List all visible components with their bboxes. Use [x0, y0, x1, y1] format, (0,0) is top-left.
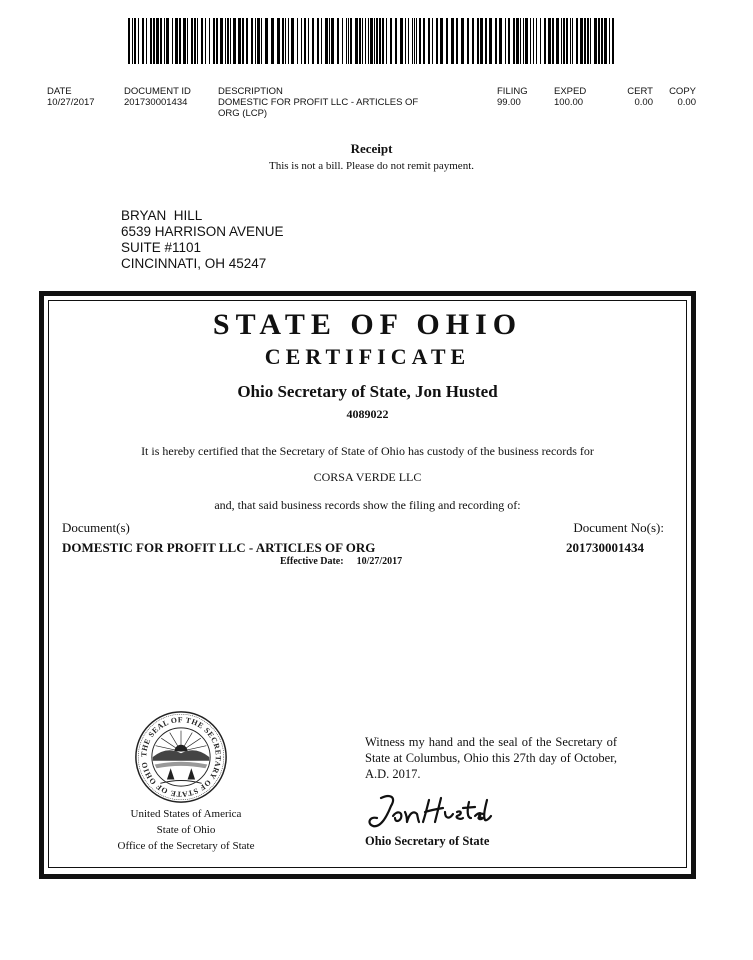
barcode-bar — [205, 18, 206, 64]
barcode-bar — [376, 18, 378, 64]
barcode-bar — [440, 18, 443, 64]
barcode-bar — [346, 18, 347, 64]
header-cert-value: 0.00 — [634, 97, 653, 108]
barcode-bar — [451, 18, 454, 64]
barcode-bar — [164, 18, 165, 64]
barcode-bar — [187, 18, 188, 64]
barcode-bar — [594, 18, 597, 64]
barcode-bar — [566, 18, 568, 64]
certificate-secretary-line: Ohio Secretary of State, Jon Husted — [237, 382, 498, 401]
barcode-bar — [156, 18, 159, 64]
effective-date-value: 10/27/2017 — [356, 556, 403, 567]
barcode-bar — [355, 18, 358, 64]
barcode-bar — [146, 18, 147, 64]
barcode-bar — [362, 18, 363, 64]
receipt-note: This is not a bill. Please do not remit payment. — [269, 160, 474, 172]
barcode-bar — [400, 18, 403, 64]
barcode-bar — [480, 18, 483, 64]
barcode-bar — [308, 18, 309, 64]
barcode-bar — [432, 18, 433, 64]
barcode-bar — [446, 18, 448, 64]
header-description-column — [218, 86, 418, 119]
barcode-bar — [495, 18, 497, 64]
barcode-bar — [288, 18, 289, 64]
barcode-bar — [277, 18, 280, 64]
barcode-bar — [544, 18, 546, 64]
handwritten-signature-icon — [363, 790, 493, 834]
barcode-bar — [456, 18, 458, 64]
barcode-bar — [233, 18, 236, 64]
barcode-bar — [590, 18, 591, 64]
barcode-bar — [230, 18, 231, 64]
barcode-bar — [386, 18, 387, 64]
state-seal-icon — [134, 710, 228, 804]
certificate-company-name: CORSA VERDE LLC — [313, 470, 422, 484]
header-description-label: DESCRIPTION — [218, 86, 283, 97]
document-number: 201730001434 — [566, 540, 644, 555]
barcode-bar — [201, 18, 203, 64]
barcode-bar — [414, 18, 415, 64]
barcode-bar — [331, 18, 334, 64]
barcode-bar — [508, 18, 510, 64]
barcode-bar — [412, 18, 413, 64]
header-copy-label: COPY — [669, 86, 696, 97]
barcode-bar — [561, 18, 562, 64]
barcode-bar — [225, 18, 226, 64]
certificate-charter-number: 4089022 — [346, 407, 389, 421]
barcode-bar — [516, 18, 519, 64]
document-description: DOMESTIC FOR PROFIT LLC - ARTICLES OF ORG — [62, 540, 376, 555]
address-name: BRYAN HILL — [121, 208, 203, 223]
header-date-column — [47, 86, 95, 108]
barcode-bar — [436, 18, 438, 64]
barcode-bar — [242, 18, 244, 64]
effective-date — [280, 556, 402, 567]
barcode-bar — [563, 18, 565, 64]
header-exped-column — [554, 86, 586, 108]
barcode-bar — [379, 18, 381, 64]
barcode-bar — [220, 18, 223, 64]
seal-caption-line2: State of Ohio — [156, 824, 216, 836]
certificate-certify-text: It is hereby certified that the Secretary of State of Ohio has custody of the business records for — [141, 444, 594, 458]
barcode-bar — [227, 18, 229, 64]
barcode-bar — [609, 18, 610, 64]
barcode-bar — [405, 18, 406, 64]
barcode-bar — [525, 18, 528, 64]
barcode-bar — [428, 18, 430, 64]
barcode-bar — [282, 18, 284, 64]
barcode-bar — [138, 18, 139, 64]
header-date-value: 10/27/2017 — [47, 97, 95, 108]
barcode-bar — [213, 18, 215, 64]
barcode-bar — [395, 18, 397, 64]
barcode-bar — [342, 18, 343, 64]
barcode-bar — [530, 18, 531, 64]
barcode-bar — [134, 18, 136, 64]
barcode-bar — [570, 18, 571, 64]
barcode-bar — [142, 18, 144, 64]
barcode-bar — [153, 18, 155, 64]
barcode-bar — [150, 18, 152, 64]
barcode-bar — [598, 18, 600, 64]
barcode-bar — [601, 18, 603, 64]
barcode-bar — [368, 18, 369, 64]
barcode-bar — [312, 18, 314, 64]
header-description-value-line2: ORG (LCP) — [218, 108, 268, 119]
barcode-bar — [612, 18, 614, 64]
barcode-bar — [499, 18, 502, 64]
barcode-icon — [128, 18, 614, 64]
header-date-label: DATE — [47, 86, 72, 97]
barcode-bar — [513, 18, 515, 64]
barcode-bar — [423, 18, 425, 64]
effective-date-label: Effective Date: — [280, 556, 344, 567]
address-line3: CINCINNATI, OH 45247 — [121, 256, 267, 271]
barcode-bar — [572, 18, 573, 64]
barcode-bar — [329, 18, 330, 64]
barcode-bar — [485, 18, 487, 64]
barcode-bar — [374, 18, 375, 64]
barcode-bar — [197, 18, 198, 64]
barcode-bar — [536, 18, 537, 64]
barcode-bar — [160, 18, 162, 64]
barcode-bar — [337, 18, 339, 64]
certificate-title: CERTIFICATE — [264, 344, 471, 369]
barcode-bar — [520, 18, 521, 64]
barcode-bar — [548, 18, 551, 64]
barcode-bar — [523, 18, 524, 64]
barcode-bar — [461, 18, 464, 64]
barcode-bar — [128, 18, 130, 64]
barcode-bar — [576, 18, 578, 64]
barcode-bar — [251, 18, 253, 64]
seal-caption-line3: Office of the Secretary of State — [117, 840, 255, 852]
barcode-bar — [297, 18, 298, 64]
header-filing-label: FILING — [497, 86, 528, 97]
barcode-bar — [580, 18, 583, 64]
header-exped-value: 100.00 — [554, 97, 584, 108]
header-copy-value: 0.00 — [677, 97, 696, 108]
barcode-bar — [540, 18, 541, 64]
barcode-bar — [467, 18, 469, 64]
barcode-bar — [216, 18, 218, 64]
barcode-bar — [348, 18, 349, 64]
barcode-bar — [477, 18, 479, 64]
barcode-bar — [301, 18, 302, 64]
barcode-bar — [556, 18, 559, 64]
certificate-state-title: STATE OF OHIO — [212, 308, 523, 341]
barcode-bar — [265, 18, 268, 64]
barcode-bar — [472, 18, 474, 64]
barcode-bar — [382, 18, 384, 64]
header-cert-label: CERT — [627, 86, 653, 97]
header-document-id-column — [124, 86, 191, 108]
barcode-bar — [246, 18, 248, 64]
barcode-bar — [175, 18, 178, 64]
barcode-bar — [604, 18, 607, 64]
barcode-bar — [194, 18, 196, 64]
barcode-bar — [285, 18, 286, 64]
address-line2: SUITE #1101 — [121, 240, 202, 255]
barcode-bar — [587, 18, 589, 64]
barcode-bar — [166, 18, 169, 64]
header-description-value-line1: DOMESTIC FOR PROFIT LLC - ARTICLES OF — [218, 97, 419, 108]
barcode-bar — [359, 18, 361, 64]
mailing-address — [121, 208, 284, 272]
documents-label: Document(s) — [62, 520, 130, 535]
barcode-bar — [291, 18, 294, 64]
barcode-bar — [552, 18, 554, 64]
barcode-bar — [505, 18, 506, 64]
seal-caption-line1: United States of America — [130, 808, 242, 820]
barcode-bar — [132, 18, 133, 64]
barcode-bar — [261, 18, 262, 64]
certificate-records-text: and, that said business records show the filing and recording of: — [214, 498, 521, 512]
barcode-bar — [325, 18, 328, 64]
barcode-bar — [419, 18, 421, 64]
barcode-bar — [238, 18, 241, 64]
barcode-bar — [317, 18, 319, 64]
header-cert-column — [612, 86, 653, 108]
document-numbers-label: Document No(s): — [573, 520, 664, 535]
barcode-bar — [183, 18, 186, 64]
barcode-bar — [255, 18, 256, 64]
witness-statement: Witness my hand and the seal of the Secretary of State at Columbus, Ohio this 27th day of October, A.D. 2017. — [365, 735, 617, 781]
barcode-bar — [209, 18, 210, 64]
seal-ring-text: THE SEAL OF THE SECRETARY OF STATE OF OHIO — [139, 715, 223, 799]
signature-title: Ohio Secretary of State — [365, 834, 490, 848]
header-copy-column — [660, 86, 696, 108]
barcode-bar — [257, 18, 260, 64]
header-filing-value: 99.00 — [497, 97, 521, 108]
barcode-bar — [365, 18, 366, 64]
header-document-id-value: 201730001434 — [124, 97, 188, 108]
barcode-bar — [321, 18, 322, 64]
barcode-bar — [304, 18, 306, 64]
barcode-bar — [191, 18, 193, 64]
barcode-bar — [370, 18, 373, 64]
barcode-bar — [350, 18, 352, 64]
address-line1: 6539 HARRISON AVENUE — [121, 224, 284, 239]
barcode-bar — [489, 18, 492, 64]
barcode-bar — [416, 18, 417, 64]
barcode-bar — [584, 18, 586, 64]
header-filing-column — [497, 86, 528, 108]
barcode-bar — [271, 18, 274, 64]
barcode-bar — [408, 18, 409, 64]
barcode-bar — [533, 18, 534, 64]
barcode-bar — [172, 18, 173, 64]
receipt-title: Receipt — [350, 141, 393, 156]
barcode-bar — [390, 18, 392, 64]
barcode-bar — [179, 18, 181, 64]
seal-caption — [96, 806, 276, 854]
header-exped-label: EXPED — [554, 86, 587, 97]
header-document-id-label: DOCUMENT ID — [124, 86, 191, 97]
